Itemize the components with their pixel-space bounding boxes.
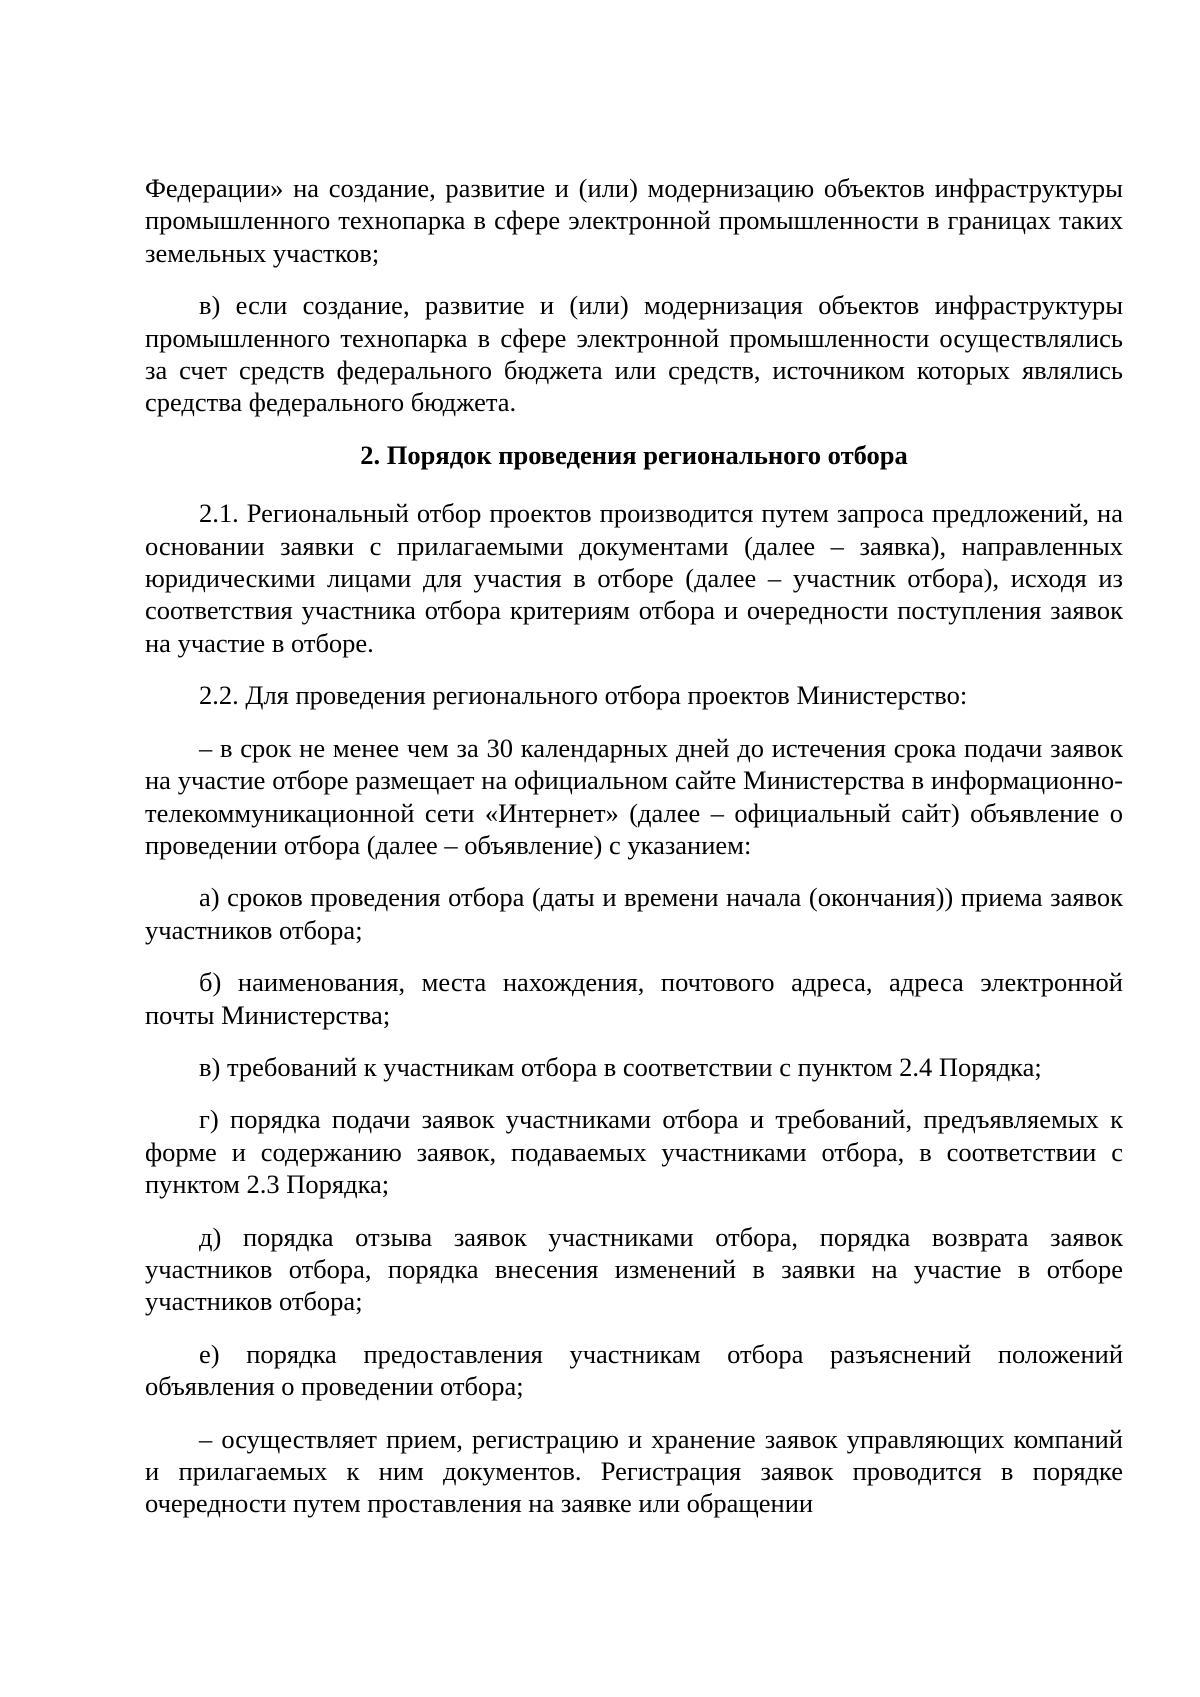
paragraph-announcement: – в срок не менее чем за 30 календарных дней до истечения срока подачи заявок на участие отборе размещает на официальном сайте Министерства в информационно-телекоммуникационной сети «Интернет» (далее – официальный сайт) объявление о проведении отбора (далее – объявление) с указанием: bbox=[145, 732, 1123, 860]
paragraph-item-d: д) порядка отзыва заявок участниками отбора, порядка возврата заявок участников отбора, порядка внесения изменений в заявки на участие в отборе участников отбора; bbox=[145, 1221, 1123, 1317]
paragraph-item-v2: в) требований к участникам отбора в соответствии с пунктом 2.4 Порядка; bbox=[199, 1051, 1042, 1082]
paragraph-continuation: Федерации» на создание, развитие и (или) модернизацию объектов инфраструктуры промышленного технопарка в сфере электронной промышленности в границах таких земельных участков; bbox=[145, 173, 1123, 268]
paragraph-item-b: б) наименования, места нахождения, почтового адреса, адреса электронной почты Министерства; bbox=[145, 967, 1123, 1030]
document-page bbox=[145, 172, 1123, 1540]
paragraph-item-g: г) порядка подачи заявок участниками отбора и требований, предъявляемых к форме и содержанию заявок, подаваемых участниками отбора, в соответствии с пунктом 2.3 Порядка; bbox=[145, 1104, 1123, 1200]
section-heading: 2. Порядок проведения регионального отбора bbox=[360, 439, 908, 470]
paragraph-item-v: в) если создание, развитие и (или) модернизация объектов инфраструктуры промышленного технопарка в сфере электронной промышленности осуществлялись за счет средств федерального бюджета или средств, источником которых являлись средства федерального бюджета. bbox=[145, 290, 1123, 418]
paragraph-item-a: а) сроков проведения отбора (даты и времени начала (окончания)) приема заявок участников отбора; bbox=[145, 882, 1123, 945]
paragraph-registration: – осуществляет прием, регистрацию и хранение заявок управляющих компаний и прилагаемых к ним документов. Регистрация заявок проводится в порядке очередности путем проставления на заявке или обращении bbox=[145, 1423, 1123, 1519]
paragraph-2-2: 2.2. Для проведения регионального отбора проектов Министерство: bbox=[199, 680, 968, 711]
paragraph-item-e: е) порядка предоставления участникам отбора разъяснений положений объявления о проведении отбора; bbox=[145, 1338, 1123, 1402]
paragraph-2-1: 2.1. Региональный отбор проектов производится путем запроса предложений, на основании заявки с прилагаемыми документами (далее – заявка), направленных юридическими лицами для участия в отборе (далее – участник отбора), исходя из соответствия участника отбора критериям отбора и очередности поступления заявок на участие в отборе. bbox=[145, 498, 1123, 658]
